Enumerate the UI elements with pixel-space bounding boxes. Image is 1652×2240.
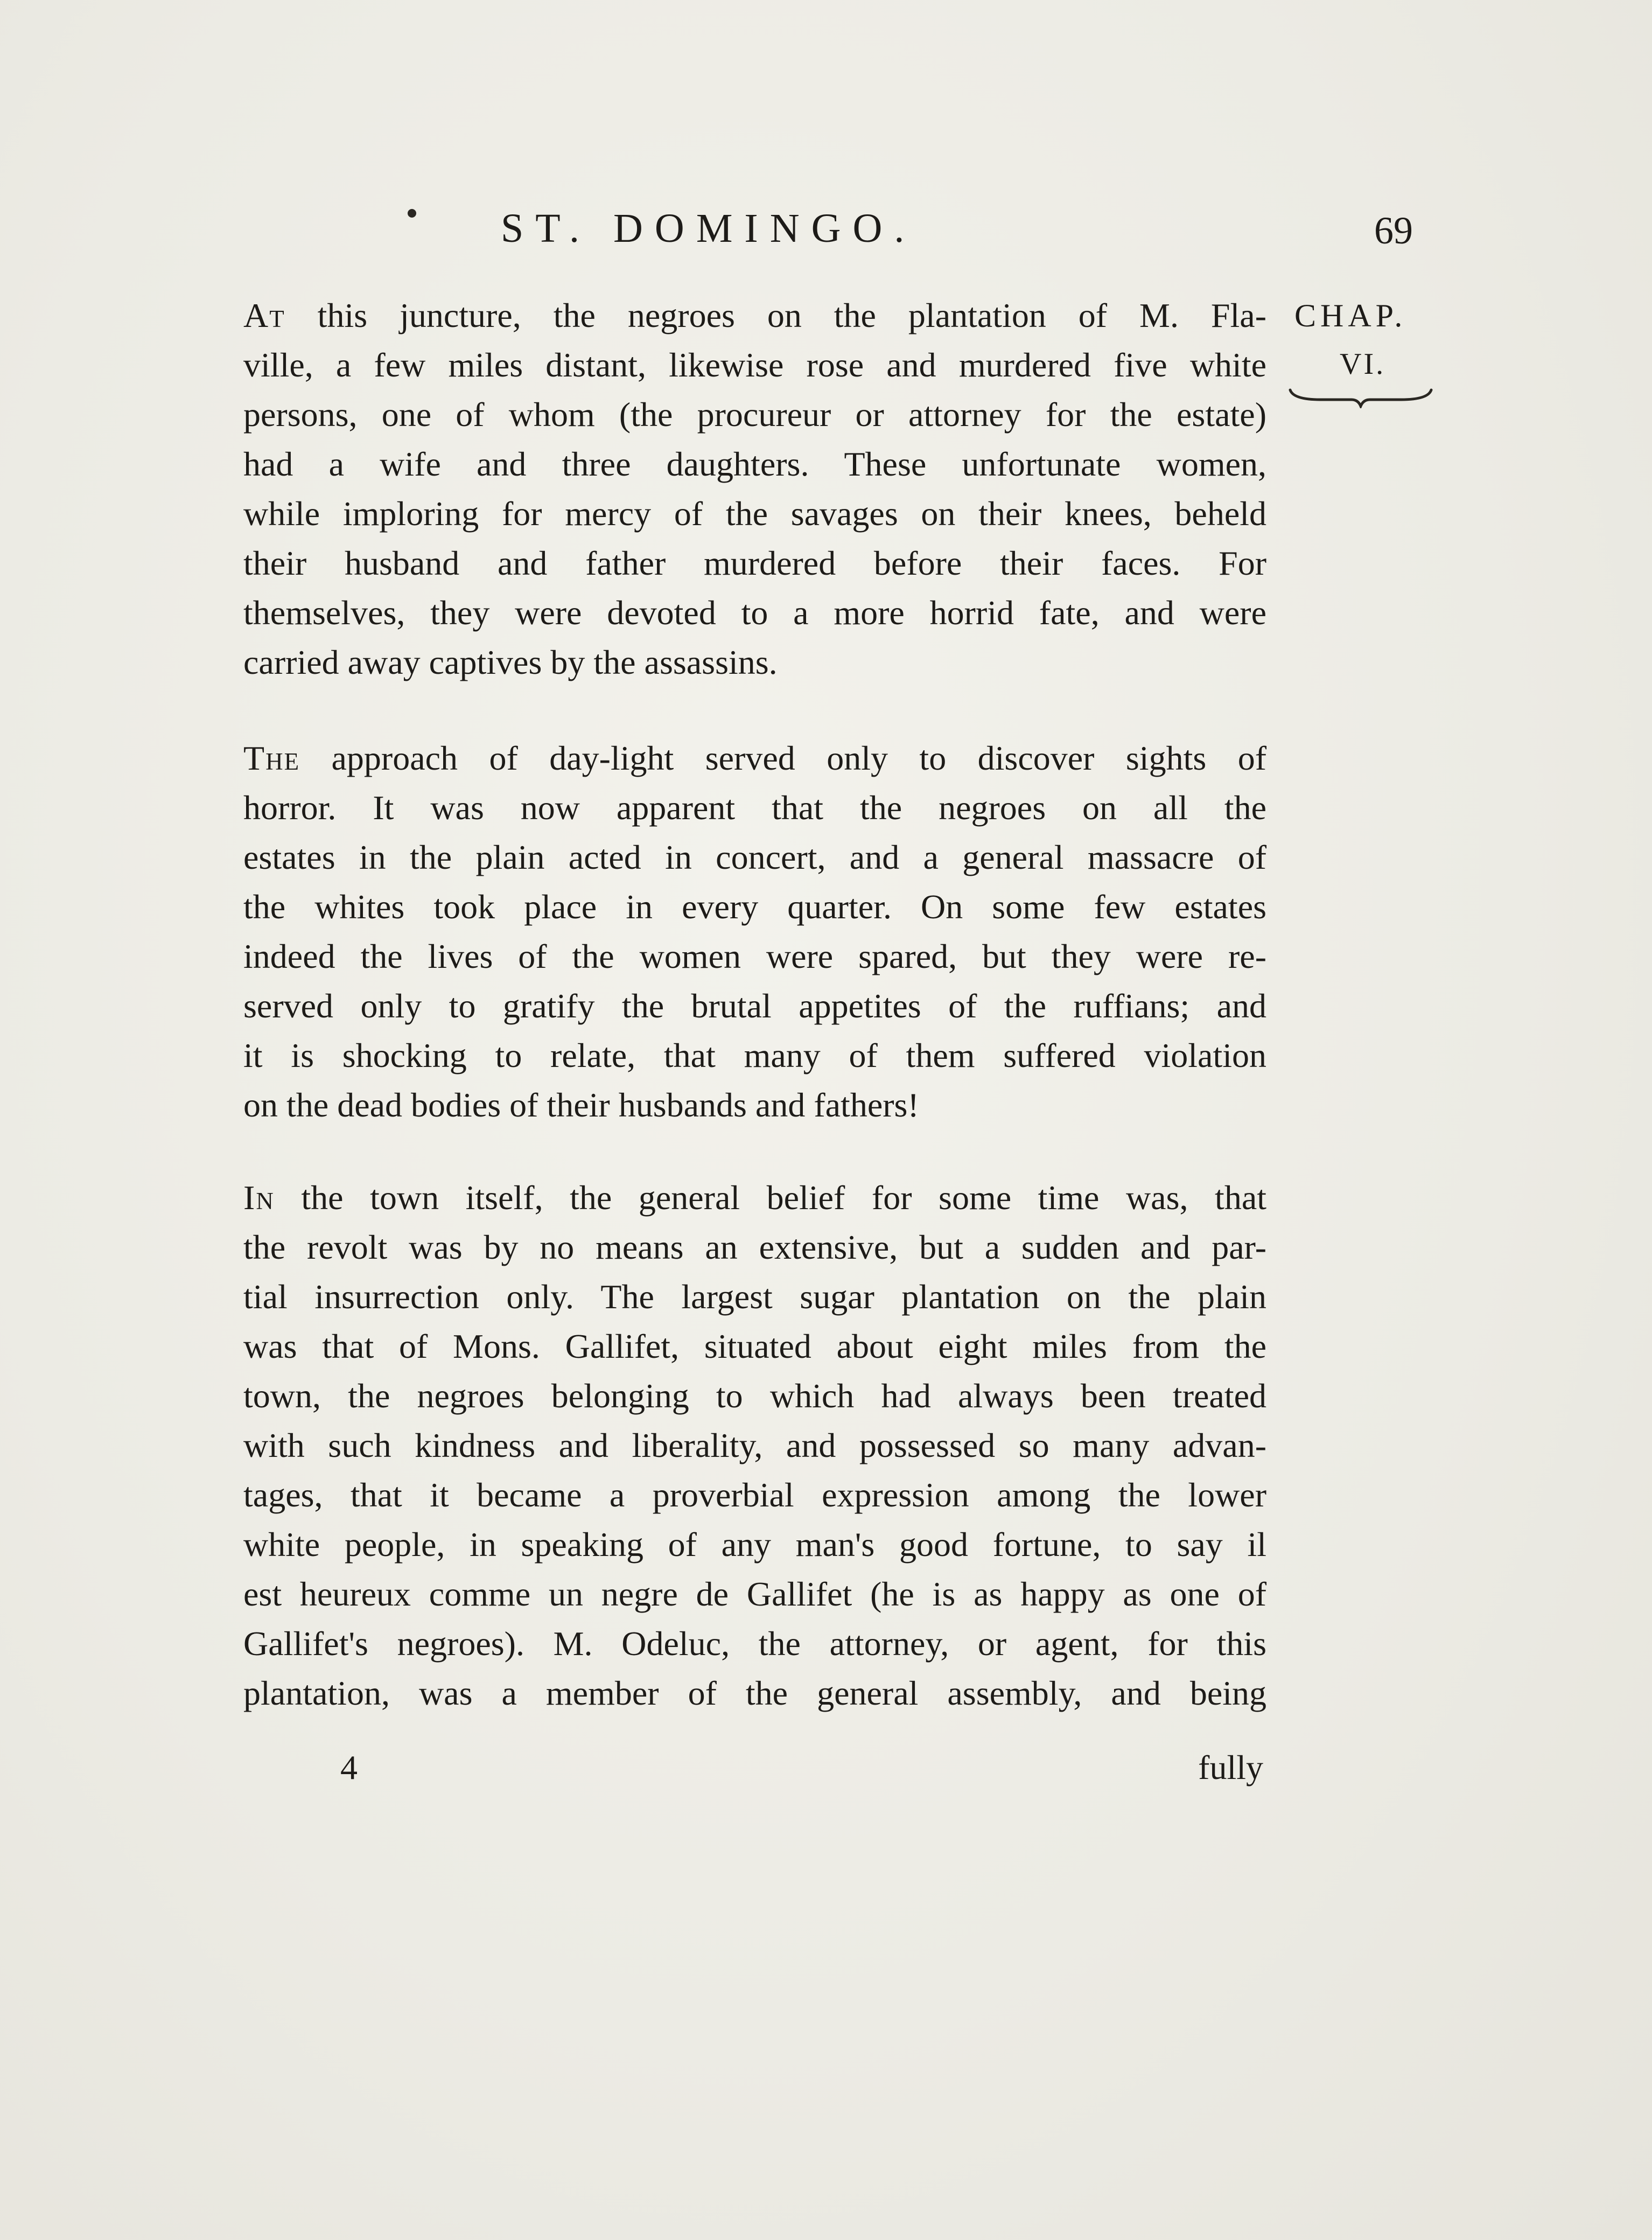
text-line: Gallifet's negroes). M. Odeluc, the attorney, or agent, for this — [243, 1624, 1266, 1663]
paragraph-first-line — [243, 1173, 1266, 1223]
footer-row — [243, 1743, 1266, 1792]
chapter-number: VI. — [1340, 347, 1386, 381]
text-line: themselves, they were devoted to a more horrid fate, and were — [243, 594, 1266, 632]
text-line: served only to gratify the brutal appetites of the ruffians; and — [243, 987, 1266, 1025]
paragraph-lead-word: In — [243, 1178, 275, 1217]
text-line: had a wife and three daughters. These unfortunate women, — [243, 445, 1266, 483]
text-line: the revolt was by no means an extensive, but a sudden and par- — [243, 1228, 1266, 1266]
running-title: ST. DOMINGO. — [501, 206, 916, 251]
text-line: plantation, was a member of the general assembly, and being — [243, 1674, 1266, 1712]
paragraph-lead-word: The — [243, 739, 300, 777]
chapter-brace-ornament — [1288, 387, 1433, 408]
text-line: indeed the lives of the women were spared, but they were re- — [243, 937, 1266, 975]
text-line: town, the negroes belonging to which had always been treated — [243, 1377, 1266, 1415]
paragraph-first-line — [243, 291, 1266, 340]
paragraph-3 — [243, 1173, 1266, 1718]
body-text — [243, 291, 1266, 1718]
decorative-dot — [408, 209, 416, 218]
text-line: tial insurrection only. The largest sugar plantation on the plain — [243, 1278, 1266, 1316]
paragraph-2 — [243, 734, 1266, 1130]
text-line: the whites took place in every quarter. On some few estates — [243, 888, 1266, 926]
paragraph-1 — [243, 291, 1266, 687]
paragraph-first-line-text: this juncture, the negroes on the plantation of M. Fla- — [285, 296, 1266, 334]
catchword: fully — [1198, 1748, 1263, 1787]
text-line: horror. It was now apparent that the negroes on all the — [243, 788, 1266, 827]
text-line: est heureux comme un negre de Gallifet (he is as happy as one of — [243, 1575, 1266, 1613]
page-number: 69 — [1374, 209, 1413, 252]
chapter-label: CHAP. — [1294, 298, 1407, 333]
paragraph-lead-word: At — [243, 296, 285, 334]
text-line: with such kindness and liberality, and possessed so many advan- — [243, 1426, 1266, 1464]
paragraph-gap — [243, 687, 1266, 734]
text-line: persons, one of whom (the procureur or attorney for the estate) — [243, 395, 1266, 434]
text-line: their husband and father murdered before their faces. For — [243, 544, 1266, 582]
paragraph-first-line-text: approach of day-light served only to discover sights of — [300, 739, 1266, 777]
paragraph-gap — [243, 1130, 1266, 1173]
text-line: ville, a few miles distant, likewise rose and murdered five white — [243, 346, 1266, 384]
text-line: was that of Mons. Gallifet, situated about eight miles from the — [243, 1327, 1266, 1365]
text-line: it is shocking to relate, that many of them suffered violation — [243, 1036, 1266, 1074]
text-line: estates in the plain acted in concert, and a general massacre of — [243, 838, 1266, 876]
text-line: tages, that it became a proverbial expression among the lower — [243, 1476, 1266, 1514]
text-line: white people, in speaking of any man's good fortune, to say il — [243, 1525, 1266, 1564]
paragraph-first-line-text: the town itself, the general belief for some time was, that — [274, 1178, 1266, 1217]
signature-mark: 4 — [340, 1748, 358, 1787]
text-line: carried away captives by the assassins. — [243, 643, 778, 681]
text-line: while imploring for mercy of the savages on their knees, beheld — [243, 494, 1266, 533]
paragraph-first-line — [243, 734, 1266, 783]
text-line: on the dead bodies of their husbands and fathers! — [243, 1086, 919, 1124]
